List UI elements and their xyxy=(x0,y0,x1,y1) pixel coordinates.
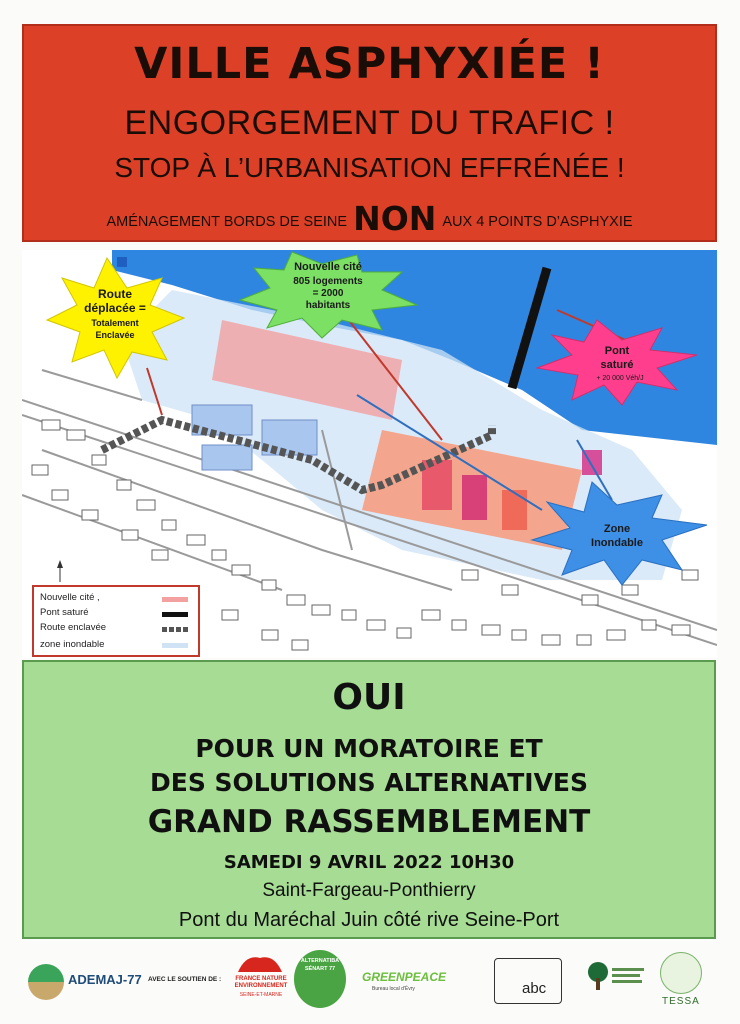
burst-route-line4: Enclavée xyxy=(95,330,135,340)
event-date: SAMEDI 9 AVRIL 2022 10H30 xyxy=(223,852,515,873)
tessa-name: TESSA xyxy=(662,996,700,1007)
non-emphasis: NON xyxy=(353,199,437,238)
tree-association-logo-icon xyxy=(582,958,646,994)
north-arrow-icon xyxy=(57,560,63,582)
burst-zone-line1: Zone xyxy=(603,523,631,535)
burst-pont-line3: + 20 000 Véh/J xyxy=(596,375,644,382)
legend-label-route: Route enclavée xyxy=(40,622,107,633)
burst-route-line3: Totalement xyxy=(91,318,139,328)
legend-swatch-cite xyxy=(162,597,188,602)
oui-heading: OUI xyxy=(332,677,406,718)
subtitle-amenagement xyxy=(24,199,715,239)
burst-cite-line1: Nouvelle cité xyxy=(294,261,362,273)
amenagement-left-text: AMÉNAGEMENT BORDS DE SEINE xyxy=(106,214,348,230)
tessa-logo-icon xyxy=(660,952,702,994)
soutien-label: AVEC LE SOUTIEN DE : xyxy=(148,976,222,983)
subtitle-urbanisation: STOP À L’URBANISATION EFFRÉNÉE ! xyxy=(114,152,625,183)
alternatives-line: DES SOLUTIONS ALTERNATIVES xyxy=(149,768,588,797)
fne-logo-icon xyxy=(236,952,284,974)
event-town: Saint-Fargeau-Ponthierry xyxy=(262,880,476,901)
burst-cite-line4: habitants xyxy=(305,300,351,311)
marker-icon xyxy=(117,257,127,267)
abc-name: abc xyxy=(522,980,547,997)
ademaj-logo-icon xyxy=(28,964,64,1000)
greenpeace-name: GREENPEACE xyxy=(362,970,447,984)
ademaj-name: ADEMAJ-77 xyxy=(68,972,142,987)
legend-swatch-pont xyxy=(162,612,188,617)
burst-cite-line2: 805 logements xyxy=(293,276,363,287)
legend-label-pont: Pont saturé xyxy=(40,607,89,618)
legend-swatch-route xyxy=(162,627,188,632)
site-map xyxy=(22,250,717,658)
burst-zone-line2: Inondable xyxy=(591,537,643,549)
burst-pont-line2: saturé xyxy=(600,359,634,371)
map-legend xyxy=(32,585,200,657)
legend-label-cite: Nouvelle cité , xyxy=(40,592,100,603)
amenagement-right-text: AUX 4 POINTS D’ASPHYXIE xyxy=(442,214,633,230)
alternatiba-name: ALTERNATIBA xyxy=(300,958,340,964)
legend-swatch-zone xyxy=(162,643,188,648)
burst-cite-line3: = 2000 xyxy=(312,288,344,299)
event-location: Pont du Maréchal Juin côté rive Seine-Port xyxy=(178,909,560,931)
greenpeace-sub: Bureau local d'Évry xyxy=(372,986,415,992)
legend-label-zone: zone inondable xyxy=(40,639,105,650)
subtitle-traffic: ENGORGEMENT DU TRAFIC ! xyxy=(124,104,615,142)
fne-sub: SEINE-ET-MARNE xyxy=(239,992,283,998)
alternatiba-sub: SÉNART 77 xyxy=(304,966,336,972)
burst-route-line1: Route xyxy=(98,287,132,301)
page-title: VILLE ASPHYXIÉE ! xyxy=(134,39,605,89)
burst-pont-line1: Pont xyxy=(604,345,630,357)
sponsor-logos xyxy=(22,950,722,1014)
moratoire-line: POUR UN MORATOIRE ET xyxy=(195,734,543,763)
header-banner xyxy=(22,24,717,242)
call-to-action-banner xyxy=(22,660,716,939)
rassemblement-heading: GRAND RASSEMBLEMENT xyxy=(147,804,591,840)
fne-name: FRANCE NATURE ENVIRONNEMENT xyxy=(234,976,288,989)
burst-route-line2: déplacée = xyxy=(84,301,146,315)
